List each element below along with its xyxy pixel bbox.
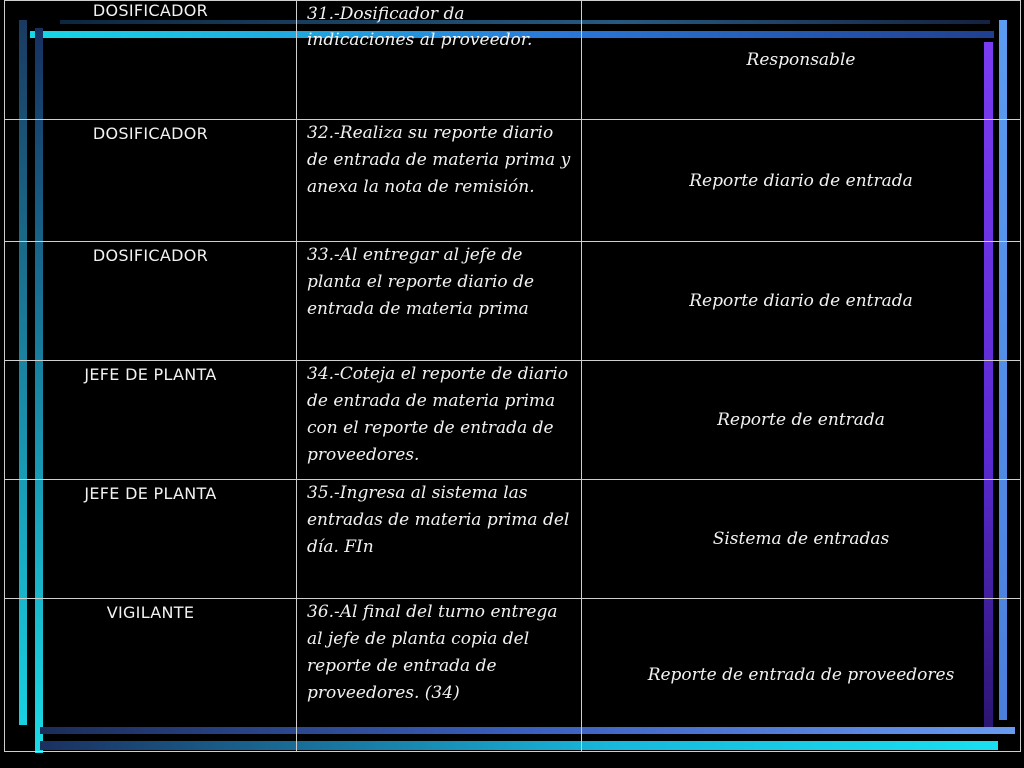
role-cell: JEFE DE PLANTA [5,361,297,480]
document-cell: Reporte de entrada de proveedores [582,599,1021,752]
step-cell: 31.-Dosificador da indicaciones al proveedor. [297,1,582,120]
step-cell: 33.-Al entregar al jefe de planta el reporte diario de entrada de materia prima [297,242,582,361]
role-cell: JEFE DE PLANTA [5,480,297,599]
step-cell: 36.-Al final del turno entrega al jefe de planta copia del reporte de entrada de proveedores. (34) [297,599,582,752]
document-cell: Responsable [582,1,1021,120]
procedure-table [4,0,1021,752]
role-cell: VIGILANTE [5,599,297,752]
role-cell: DOSIFICADOR [5,1,297,120]
table-row [5,599,1021,752]
table-row [5,480,1021,599]
step-cell: 32.-Realiza su reporte diario de entrada de materia prima y anexa la nota de remisión. [297,120,582,242]
document-cell: Reporte diario de entrada [582,120,1021,242]
document-cell: Reporte de entrada [582,361,1021,480]
document-cell: Sistema de entradas [582,480,1021,599]
table-row [5,361,1021,480]
table-row [5,1,1021,120]
table-row [5,242,1021,361]
role-cell: DOSIFICADOR [5,120,297,242]
step-cell: 34.-Coteja el reporte de diario de entrada de materia prima con el reporte de entrada de proveedores. [297,361,582,480]
table-row [5,120,1021,242]
step-cell: 35.-Ingresa al sistema las entradas de materia prima del día. FIn [297,480,582,599]
document-cell: Reporte diario de entrada [582,242,1021,361]
role-cell: DOSIFICADOR [5,242,297,361]
